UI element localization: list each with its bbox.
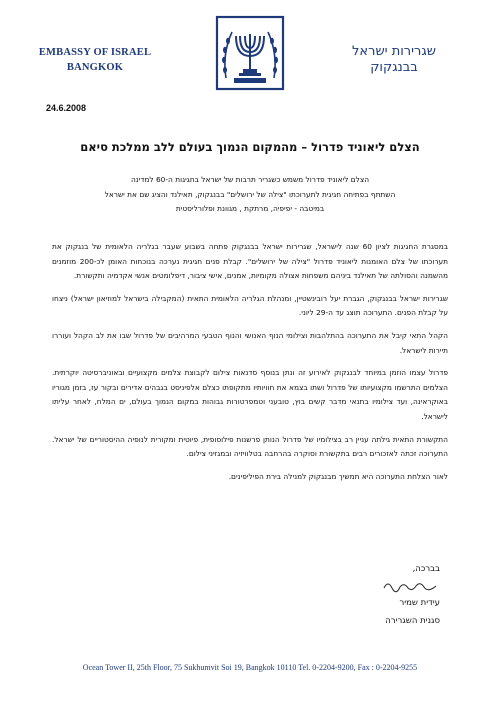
intro-line: במיטבה - יפיפיה, מרתקת , מגוונת ופלורליסטית	[175, 204, 325, 213]
letter-body	[52, 240, 448, 492]
letter-title: הצלם ליאוניד פדרול – מהמקום הנמוך בעולם ללב ממלכת סיאם	[80, 140, 420, 154]
intro-line: הצלם ליאוניד פדרול משמש כשגריר תרבות של ישראל בחגיגות ה-60 למדינה	[130, 175, 370, 184]
embassy-name-en: EMBASSY OF ISRAEL	[38, 47, 152, 58]
body-paragraph: במסגרת החגיגות לציון 60 שנה לישראל, שגרירות ישראל בבנגקוק פתחה בשבוע שעבר בגלריה הלאומית של בנגקוק את תערוכתו של צלם האומנות ליאוניד פדרול "צילה של ירושלים". קבלת פנים חגיגית נערכה בנוכחות האומן לכ-200 מוזמנים מהשמנה והסולתה של תאילנד ביניהם משפחות אצולה מקומיות, אמנים, אישי ציבור, דיפלומטים אנשי אקדמיה ותקשורת.	[52, 242, 448, 281]
menorah-emblem-icon	[214, 14, 286, 92]
embassy-city-en: BANGKOK	[66, 62, 124, 73]
body-paragraph: לאור הצלחת התערוכה היא תמשיך מבנגקוק למנילה בירת הפיליפינים.	[228, 471, 448, 481]
handwritten-signature	[320, 578, 440, 594]
body-paragraph: פדרול עצמו הוזמן במיוחד לבנגקוק לאירוע זה ונתן בנוסף סדנאות צילום לקבוצת צלמים מקצועיים ובאוניברסיטה יוקרתית. הצלמים התרשמו מקצועיותו של פדרול ושתו בצמא את חוויותיו מתקופתו כצלם אלפיניסט בגבהים אדירים ובקור עז, בזמן מגוריו באוקראינה, ועד צילומיו בתנאי מדבר קשים בוץ, טובעני וטמפרטורות גבוהות במקום הנמוך בעולם, ים המלח, לאחר עליתו לישראל.	[52, 368, 448, 421]
letterhead-hebrew	[324, 44, 464, 76]
body-paragraph: הקהל התאי קיבל את התערוכה בהתלהבות וצילומי הנוף האנושי והנוף הטבעי המרהיבים של פדרול שבו את לב הקהל ועוררו תיירות לישראל.	[52, 330, 448, 355]
embassy-name-he: שגרירות ישראל	[352, 44, 436, 59]
intro-block	[40, 173, 460, 217]
signatory-name: עידית שמיר	[399, 598, 440, 608]
letter-date: 24.6.2008	[46, 103, 87, 113]
embassy-city-he: בבנגקוק	[370, 60, 418, 75]
closing-block	[320, 560, 440, 630]
body-paragraph: שגרירות ישראל בבנגקוק, הגברת יעל רובינשטיין, ומנהלת הגלריה הלאומית התאית (המקבילה בישראל למוזיאון ישראל) ניצחו על קבלת הפנים. התערוכה תוצג עד ה-29 ליוני.	[52, 293, 448, 318]
letterhead-footer: Ocean Tower II, 25th Floor, 75 Sukhumvit Soi 19, Bangkok 10110 Tel. 0-2204-9200, Fax : 0-2204-9255	[82, 663, 418, 672]
letterhead-english	[30, 45, 160, 75]
closing-greeting: בברכה,	[412, 564, 440, 574]
intro-line: השתתף בפתיחה חגיגית לתערוכתו "צילה של ירושלים" בבנגקוק, תאילנד והציג שם את ישראל	[104, 189, 396, 199]
signatory-title: סגנית השגרירה	[385, 616, 440, 626]
body-paragraph: התקשורת התאית גילתה עניין רב בצילומיו של פדרול הנותן פרשנות פילוסופית, פיוטית ומקורית לנופיה ההיסטוריים של ישראל. התערוכה זכתה לאזכורים רבים בתקשורת וסוקרה בהרחבה בטלוויזיה ובמגזיני צילום.	[52, 434, 448, 459]
